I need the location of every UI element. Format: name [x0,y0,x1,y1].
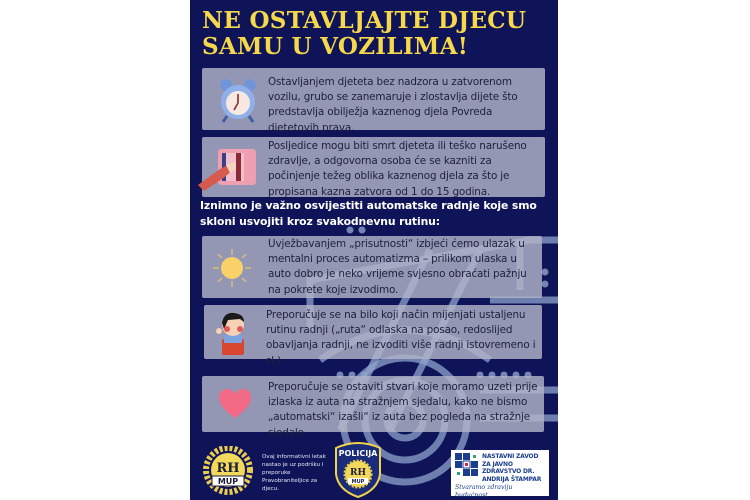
support-note: Ovaj informativni letak nastao je uz podršku i preporuke Pravobraniteljice za djecu. [262,454,326,492]
mup-logo-rh: RH [216,461,240,476]
heart-icon [218,388,252,420]
police-badge-rh: RH [350,468,366,478]
info-card-routine [204,305,542,367]
card-text: Uvježbavanjem „prisutnosti“ izbjeći ćemo ulazak u mentalni proces automatizma – prilikom ulaska u auto dobro je neko vrijeme svjesno obraćati pažnju na pokrete koje izvodimo. [268,238,527,296]
info-card-presence [202,236,542,298]
child-icon [212,309,252,355]
hand-in-window-icon [196,145,258,193]
routine-subheading: Iznimno je važno osvijestiti automatske radnje koje smo skloni usvojiti kroz svakodnevnu rutinu: [200,199,537,228]
institute-logo [451,450,549,499]
title-line-1: NE OSTAVLJAJTE DJECU [202,7,527,34]
institute-name: NASTAVNI ZAVOD ZA JAVNO ZDRAVSTVO DR. ANDRIJA ŠTAMPAR [482,453,542,483]
police-badge [333,440,383,498]
institute-slogan: Stvaramo zdraviju budućnost [455,484,513,499]
info-card-consequences [202,137,545,197]
poster-title [202,8,552,60]
mup-logo [202,446,254,496]
mup-logo-mup: MUP [217,477,239,486]
institute-mark-icon [455,453,481,481]
police-badge-mup: MUP [351,479,365,485]
title-line-2: SAMU U VOZILIMA! [202,33,469,60]
card-text: Ostavljanjem djeteta bez nadzora u zatvorenom vozilu, grubo se zanemaruje i zlostavlja dijete što predstavlja obilježja kaznenog djela Povreda djetetovih prava. [268,76,518,134]
card-text: Preporučuje se na bilo koji način mijenjati ustaljenu rutinu radnji („ruta“ odlaska na posao, redoslijed obavljanja radnji, ne izvoditi više radnji istovremeno i sl.). [266,309,536,367]
card-text: Posljedice mogu biti smrt djeteta ili teško narušeno zdravlje, a odgovorna osoba će se kazniti za počinjenje težeg oblika kaznenog djela za što je propisana kazna zatvora od 1 do 15 godina. [268,140,527,198]
alarm-clock-icon [216,76,260,124]
card-text: Preporučuje se ostaviti stvari koje moramo uzeti prije izlaska iz auta na stražnjem sjedalu, kako ne bismo „automatski“ izašli“ iz auta bez pogleda na stražnje sjedalo. [268,381,538,439]
info-card-neglect [202,68,545,134]
poster [190,0,558,500]
police-badge-text: POLICIJA [338,449,378,458]
info-card-back-seat [202,376,544,439]
sun-icon [212,248,252,288]
